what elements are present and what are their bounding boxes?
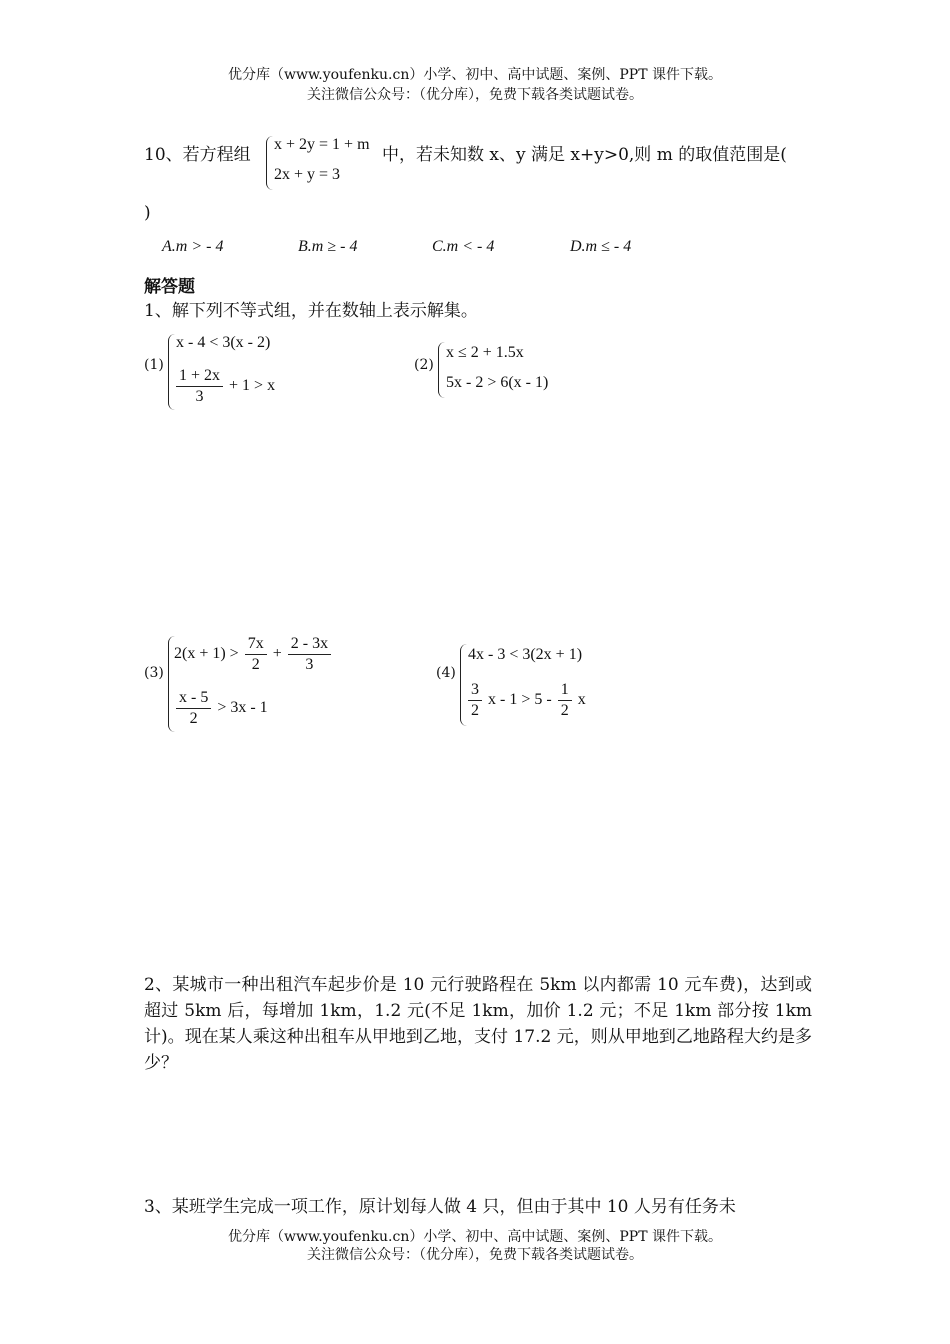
q2-text: 2、某城市一种出租汽车起步价是 10 元行驶路程在 5km 以内都需 10 元车费)，达到或超过 5km 后，每增加 1km，1.2 元(不足 1km，加价 1.2 元；不足 1km 部分按 1km 计)。现在某人乘这种出租车从甲地到乙地，支付 17.2 元，则从甲地到乙地路程大约是多少？ <box>144 975 812 1073</box>
s3-frac2-den: 3 <box>305 656 314 673</box>
q10-close-paren: ) <box>144 203 151 223</box>
s1-line2 <box>174 366 275 407</box>
s3-plus: + <box>272 645 282 663</box>
s1-numerator: 1 + 2x <box>176 366 223 387</box>
footer-line-1: 优分库（www.youfenku.cn）小学、初中、高中试题、案例、PPT 课件下载。 <box>227 1229 722 1245</box>
s3-label: (3) <box>144 665 164 681</box>
s2-label: (2) <box>414 357 434 373</box>
s1-label: (1) <box>144 357 164 373</box>
s4-frac1-num: 3 <box>468 680 482 701</box>
s4-label: (4) <box>436 665 456 681</box>
q1-text: 1、解下列不等式组，并在数轴上表示解集。 <box>144 301 478 321</box>
section-title: 解答题 <box>144 277 195 297</box>
q10-system-brace <box>266 136 273 190</box>
s3-line1 <box>174 634 333 675</box>
s3-numerator: x - 5 <box>176 688 211 709</box>
s1-line1: x - 4 < 3(x - 2) <box>176 334 271 351</box>
s3-frac1-num: 7x <box>245 634 267 655</box>
q10-suffix: 中，若未知数 x、y 满足 x+y>0,则 m 的取值范围是( <box>382 145 787 165</box>
header-line-2: 关注微信公众号：（优分库），免费下载各类试题试卷。 <box>307 87 643 103</box>
q10-option-b: B.m ≥ - 4 <box>298 238 358 255</box>
s4-frac2-den: 2 <box>560 702 569 719</box>
s4-frac1-den: 2 <box>471 702 479 719</box>
s4-tail: x <box>577 691 586 709</box>
s3-rest: > 3x - 1 <box>217 699 268 717</box>
s2-line2: 5x - 2 > 6(x - 1) <box>446 374 549 391</box>
s3-frac2-num: 2 - 3x <box>288 634 331 655</box>
s3-frac1-den: 2 <box>251 656 260 673</box>
s1-rest: + 1 > x <box>229 377 276 395</box>
s2-line1: x ≤ 2 + 1.5x <box>446 344 524 361</box>
footer-line-2: 关注微信公众号：（优分库），免费下载各类试题试卷。 <box>307 1247 643 1263</box>
s2-brace <box>438 342 445 398</box>
q10-prefix: 10、若方程组 <box>144 145 251 165</box>
header-line-1: 优分库（www.youfenku.cn）小学、初中、高中试题、案例、PPT 课件下载。 <box>227 67 722 83</box>
s4-line2 <box>466 680 586 721</box>
s4-mid: x - 1 > 5 - <box>488 691 552 709</box>
s4-line1: 4x - 3 < 3(2x + 1) <box>468 646 583 663</box>
s4-frac2-num: 1 <box>558 680 572 701</box>
q10-option-d: D.m ≤ - 4 <box>570 238 632 255</box>
s3-denominator: 2 <box>189 710 198 727</box>
q10-option-a: A.m > - 4 <box>162 238 224 255</box>
q3-text: 3、某班学生完成一项工作，原计划每人做 4 只，但由于其中 10 人另有任务未 <box>144 1197 736 1217</box>
q10-eq1: x + 2y = 1 + m <box>274 136 370 153</box>
s3-lhs: 2(x + 1) > <box>174 645 239 663</box>
q10-eq2: 2x + y = 3 <box>274 166 341 183</box>
s3-line2 <box>174 688 268 729</box>
s1-denominator: 3 <box>195 388 204 405</box>
q10-option-c: C.m < - 4 <box>432 238 495 255</box>
